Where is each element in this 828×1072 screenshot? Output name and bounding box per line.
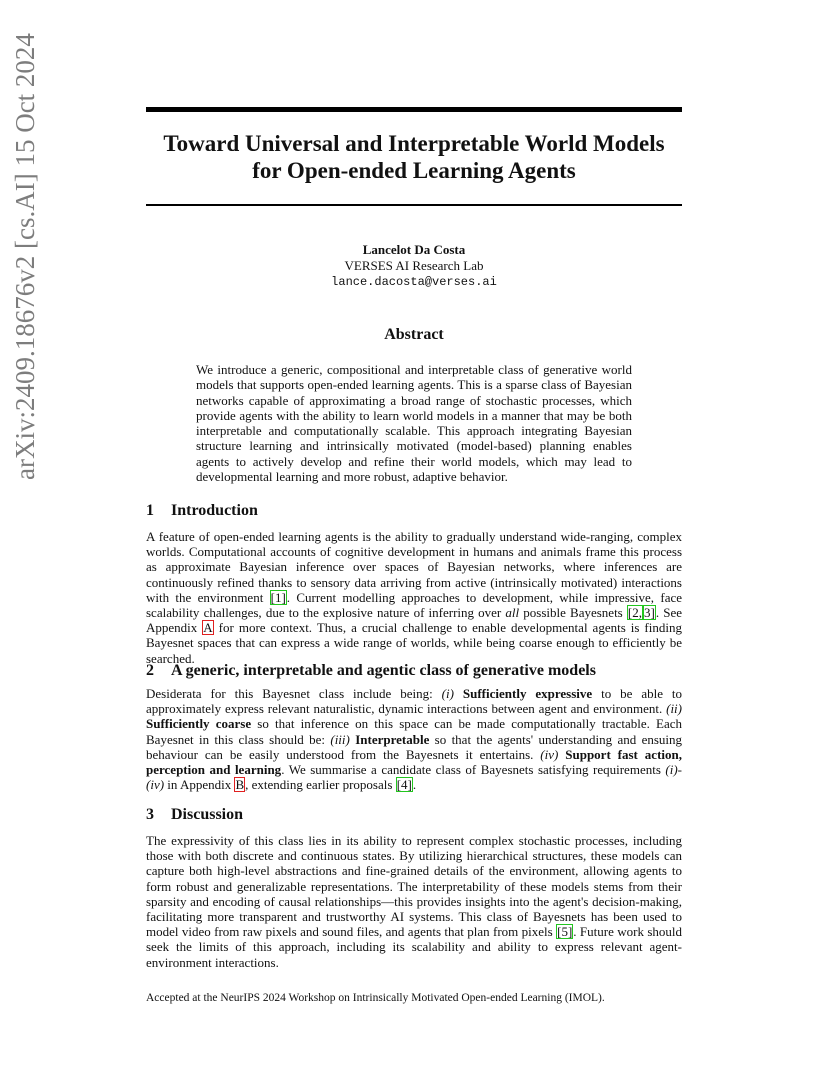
emphasis-text: all	[505, 605, 520, 621]
citation-link[interactable]: [2,	[627, 605, 642, 621]
abstract-text: We introduce a generic, compositional and interpretable class of generative world models that supports open-ended learning agents. This is a sparse class of Bayesian networks capable of approximating a broad range of stochastic processes, which provide agents with the ability to learn world models in a manner that may be both interpretable and computationally scalable. This approach integrating Bayesian structure learning and intrinsically motivated (model-based) planning enables agents to actively develop and refine their world models, which may lead to developmental learning and more robust, adaptive behavior.	[196, 362, 632, 485]
text-run: so that inference on this space can be made computationally tractable. Each Bayesnet in this class should be:	[146, 716, 682, 747]
title-rule-top	[146, 107, 682, 112]
text-run: in Appendix	[164, 777, 235, 793]
text-run: A feature of open-ended learning agents is the ability to gradually understand wide-ranging, complex worlds. Computational accounts of cognitive development in humans and animals frame this process as approximate Bayesian inference over spaces of Bayesian networks, where inferences are continuously refined thanks to sensory data arriving from active (intrinsically motivated) interactions with the environment	[146, 529, 682, 605]
section-title: Discussion	[171, 806, 244, 823]
citation-link[interactable]: [1]	[270, 589, 286, 605]
paper-title: Toward Universal and Interpretable World Models for Open-ended Learning Agents	[163, 131, 665, 183]
abstract-heading: Abstract	[384, 326, 444, 343]
emphasis-text: (iv)	[540, 746, 559, 762]
bold-text: Sufficiently expressive	[462, 686, 593, 701]
appendix-link[interactable]: B	[235, 777, 245, 793]
emphasis-text: (i)-(iv)	[146, 762, 682, 793]
citation-link[interactable]: 3]	[643, 605, 655, 621]
author-email[interactable]: lance.dacosta@verses.ai	[331, 275, 497, 289]
section-number: 1	[146, 502, 154, 519]
author-name: Lancelot Da Costa	[362, 242, 466, 257]
text-run: to be able to approximately express relevant naturalistic, dynamic interactions between agent and environment.	[146, 686, 683, 717]
text-run: possible Bayesnets	[519, 605, 627, 621]
text-run: . Current modelling approaches to development, while impressive, face scalability challenges, due to the explosive nature of inferring over	[146, 589, 682, 621]
bold-text: Sufficiently coarse	[146, 716, 252, 732]
emphasis-text: (iii)	[330, 731, 350, 747]
text-run: . We summarise a candidate class of Bayesnets satisfying requirements	[281, 762, 666, 778]
text-run: The expressivity of this class lies in its ability to represent complex stochastic processes, including those with both discrete and continuous states. By utilizing hierarchical structures, these models can capture both high-level abstractions and fine-grained details of the environment, allowing agents to form robust and generalizable representations. The interpretability of these models stems from their sparsity and encoding of causal relationships—this provides insights into the agent's decision-making, facilitating more transparent and trustworthy AI systems. This class of Bayesnets has been used to model video from raw pixels and sound files, and agents that plan from pixels	[146, 833, 682, 940]
section-number: 2	[146, 662, 154, 679]
author-block	[146, 242, 682, 290]
bold-text: Interpretable	[355, 731, 430, 747]
section-heading-introduction	[146, 501, 682, 521]
section-number: 3	[146, 806, 154, 823]
text-run: for more context. Thus, a crucial challenge to enable developmental agents is finding Bayesnet spaces that can express a wide range of worlds, while being coarse enough to efficiently be searched.	[146, 620, 682, 666]
text-run: Desiderata for this Bayesnet class include being:	[146, 686, 442, 701]
section-heading-discussion	[146, 805, 682, 825]
author-affiliation: VERSES AI Research Lab	[344, 258, 484, 273]
text-run: . See Appendix	[146, 605, 682, 636]
generic-class-paragraph	[146, 686, 682, 792]
text-run: .	[412, 777, 417, 793]
title-rule-bottom	[146, 204, 682, 206]
appendix-link[interactable]: A	[203, 620, 213, 636]
citation-link[interactable]: [5]	[557, 924, 573, 940]
section-heading-generic-class	[146, 661, 682, 681]
citation-link[interactable]: [4]	[396, 777, 412, 793]
emphasis-text: (i)	[441, 686, 454, 701]
text-run: , extending earlier proposals	[245, 777, 396, 793]
bold-text: Support fast action, perception and learning	[146, 746, 682, 778]
text-run: so that the agents' understanding and ensuing behaviour can be easily understood from the Bayesnets it entertains.	[146, 731, 683, 762]
discussion-paragraph	[146, 833, 682, 970]
section-title: Introduction	[171, 502, 258, 519]
section-title: A generic, interpretable and agentic class of generative models	[171, 662, 596, 679]
emphasis-text: (ii)	[666, 701, 682, 717]
arxiv-identifier: arXiv:2409.18676v2 [cs.AI] 15 Oct 2024	[10, 33, 40, 480]
introduction-paragraph	[146, 529, 682, 666]
footnote-venue: Accepted at the NeurIPS 2024 Workshop on Intrinsically Motivated Open-ended Learning (IMOL).	[146, 992, 605, 1004]
text-run: . Future work should seek the limits of this approach, including its scalability and ability to express relevant agent-environment interactions.	[146, 924, 682, 970]
